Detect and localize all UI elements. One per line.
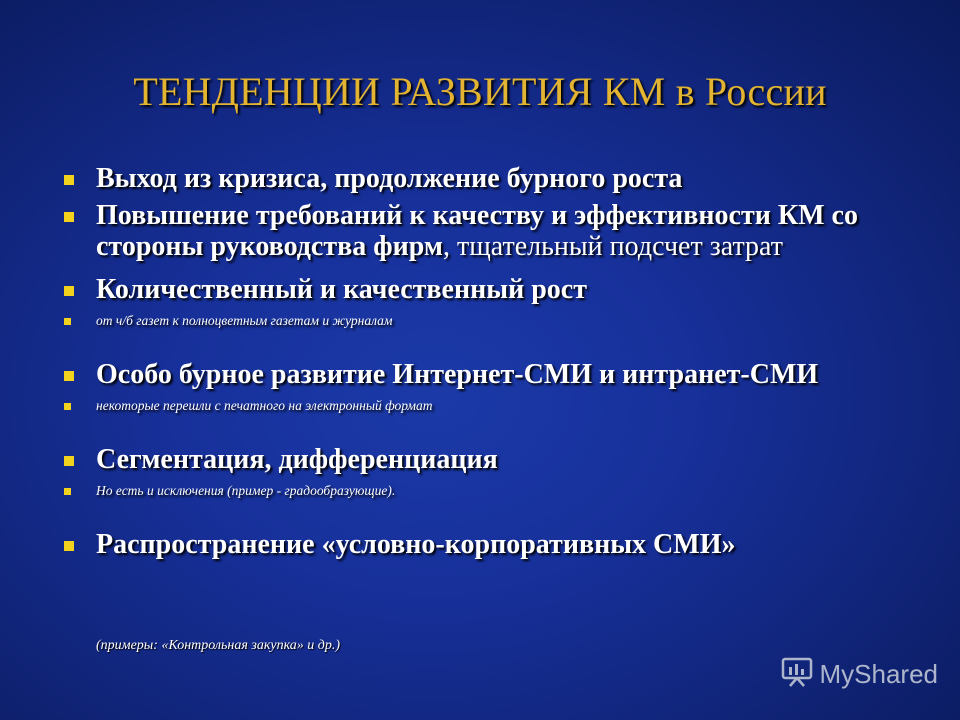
bullet-square-icon bbox=[64, 403, 71, 410]
bullet-text: Количественный и качественный рост bbox=[96, 274, 587, 305]
examples-note: (примеры: «Контрольная закупка» и др.) bbox=[96, 638, 341, 653]
bullet-square-icon bbox=[64, 286, 74, 296]
watermark-logo bbox=[780, 654, 939, 695]
bullet-item bbox=[62, 200, 902, 262]
bullet-square-icon bbox=[64, 175, 74, 185]
bullet-square-icon bbox=[64, 212, 74, 222]
bullet-square-icon bbox=[64, 541, 74, 551]
sub-bullet-item bbox=[62, 483, 902, 499]
bullet-square-icon bbox=[64, 488, 71, 495]
sub-bullet-text: некоторые перешли с печатного на электронный формат bbox=[96, 398, 433, 413]
slide-title: ТЕНДЕНЦИИ РАЗВИТИЯ КМ в России bbox=[133, 69, 827, 114]
sub-bullet-item bbox=[62, 313, 902, 329]
sub-bullet-item bbox=[62, 398, 902, 414]
bullet-item bbox=[62, 529, 902, 560]
bullet-text-continuation: , тщательный подсчет затрат bbox=[442, 231, 783, 262]
bullet-square-icon bbox=[64, 371, 74, 381]
bullet-square-icon bbox=[64, 318, 71, 325]
sub-bullet-text: от ч/б газет к полноцветным газетам и журналам bbox=[96, 313, 393, 328]
bullet-item bbox=[62, 274, 902, 305]
bullet-text: Повышение требований к качеству и эффективности КМ со стороны руководства фирм bbox=[96, 200, 858, 262]
bullet-item bbox=[62, 444, 902, 475]
bullet-list bbox=[62, 163, 902, 560]
bullet-square-icon bbox=[64, 456, 74, 466]
bullet-text: Распространение «условно-корпоративных СМИ» bbox=[96, 529, 736, 560]
watermark-text: MyShared bbox=[819, 659, 938, 689]
bullet-item bbox=[62, 359, 902, 390]
sub-bullet-text: Но есть и исключения (пример - градообразующие). bbox=[96, 483, 396, 498]
bullet-item bbox=[62, 163, 902, 194]
bullet-text: Выход из кризиса, продолжение бурного роста bbox=[96, 163, 683, 194]
bullet-text: Сегментация, дифференциация bbox=[96, 444, 498, 475]
presentation-board-icon bbox=[780, 654, 814, 695]
bullet-text: Особо бурное развитие Интернет-СМИ и интранет-СМИ bbox=[96, 359, 819, 390]
